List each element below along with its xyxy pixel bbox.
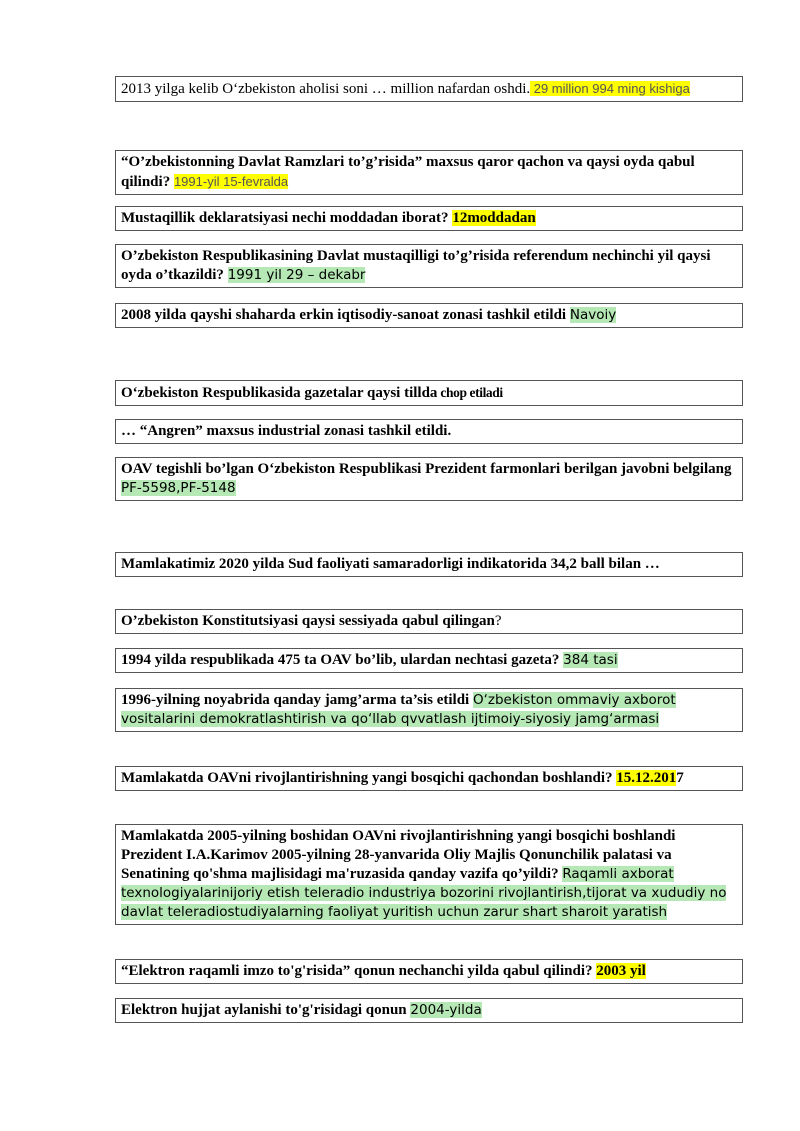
question-text: OAV tegishli bo’lgan O‘zbekiston Respublikasi Prezident farmonlari berilgan javobni belgilang — [121, 461, 732, 477]
question-text: “Elektron raqamli imzo to'g'risida” qonun nechanchi yilda qabul qilindi? — [121, 963, 597, 979]
question-text: O’zbekiston Konstitutsiyasi qaysi sessiyada qabul qilingan — [121, 613, 495, 629]
answer-highlight: 15.12.201 — [616, 770, 677, 786]
question-card-14 — [115, 824, 743, 925]
answer-highlight: PF-5598,PF-5148 — [121, 480, 236, 496]
question-text: Mamlakatimiz 2020 yilda Sud faoliyati samaradorligi indikatorida 34,2 ball bilan … — [121, 556, 660, 572]
question-card-15 — [115, 959, 743, 984]
question-text: “O’zbekistonning Davlat Ramzlari to’g’risida” maxsus qaror qachon va qaysi oyda qabul qilindi? — [121, 154, 695, 190]
question-card-11 — [115, 648, 743, 673]
question-card-7 — [115, 419, 743, 444]
answer-highlight: 384 tasi — [563, 652, 618, 668]
question-text: Elektron hujjat aylanishi to'g'risidagi qonun — [121, 1002, 411, 1018]
question-text: 2008 yilda qayshi shaharda erkin iqtisodiy-sanoat zonasi tashkil etildi — [121, 307, 570, 323]
question-card-9 — [115, 552, 743, 577]
question-text: Mamlakatda OAVni rivojlantirishning yangi bosqichi qachondan boshlandi? — [121, 770, 617, 786]
answer-highlight: O‘zbekiston ommaviy axborot vositalarini demokratlashtirish va qo‘llab qvvatlash ijtimoiy-siyosiy jamg‘armasi — [121, 692, 676, 727]
question-card-12 — [115, 688, 743, 732]
answer-highlight: 1991 yil 29 – dekabr — [227, 267, 366, 283]
question-card-3 — [115, 206, 743, 231]
question-text: … “Angren” maxsus industrial zonasi tashkil etildi. — [121, 423, 452, 439]
question-text: Mamlakatda 2005-yilning boshidan OAVni rivojlantirishning yangi bosqichi boshlandi Prezident I.A.Karimov 2005-yilning 28-yanvarida Oliy Majlis Qonunchilik palatasi va Senatining qo'shma majlisidagi ma'ruzasida qanday vazifa qo’yildi? — [121, 828, 676, 882]
question-tail: 7 — [676, 770, 684, 786]
question-text: 1996-yilning noyabrida qanday jamg’arma ta’sis etildi — [121, 692, 473, 708]
answer-highlight: 2004-yilda — [410, 1002, 482, 1018]
answer-highlight: Raqamli axborat texnologiyalarinijoriy etish teleradio industriya bozorini rivojlantirish,tijorat va xududiy no davlat teleradiostudiyalarning faoliyat yuritish uchun zarur shart sharoit yaratish — [121, 866, 727, 920]
question-text: 1994 yilda respublikada 475 ta OAV bo’lib, ulardan nechtasi gazeta? — [121, 652, 564, 668]
question-text: Mustaqillik deklaratsiyasi nechi moddadan iborat? — [121, 210, 453, 226]
question-card-13 — [115, 766, 743, 791]
question-card-4 — [115, 244, 743, 288]
answer-highlight: 12moddadan — [452, 210, 536, 226]
question-card-5 — [115, 303, 743, 328]
answer-highlight: 1991-yil 15-fevralda — [173, 174, 289, 189]
question-card-8 — [115, 457, 743, 501]
question-card-16 — [115, 998, 743, 1023]
question-card-6 — [115, 380, 743, 406]
question-card-10 — [115, 609, 743, 634]
question-tail: chop etiladi — [437, 385, 503, 400]
question-tail: ? — [494, 613, 502, 629]
answer-highlight: 29 million 994 ming kishiga — [530, 81, 690, 96]
question-text: 2013 yilga kelib O‘zbekiston aholisi soni … million nafardan oshdi. — [121, 81, 531, 97]
question-text: O’zbekiston Respublikasining Davlat mustaqilligi to’g’risida referendum nechinchi yil qaysi oyda o’tkazildi? — [121, 248, 711, 283]
answer-highlight: Navoiy — [569, 307, 617, 323]
question-card-1 — [115, 76, 743, 102]
question-card-2 — [115, 150, 743, 195]
answer-highlight: 2003 yil — [596, 963, 646, 979]
question-text: O‘zbekiston Respublikasida gazetalar qaysi tillda — [121, 385, 438, 401]
